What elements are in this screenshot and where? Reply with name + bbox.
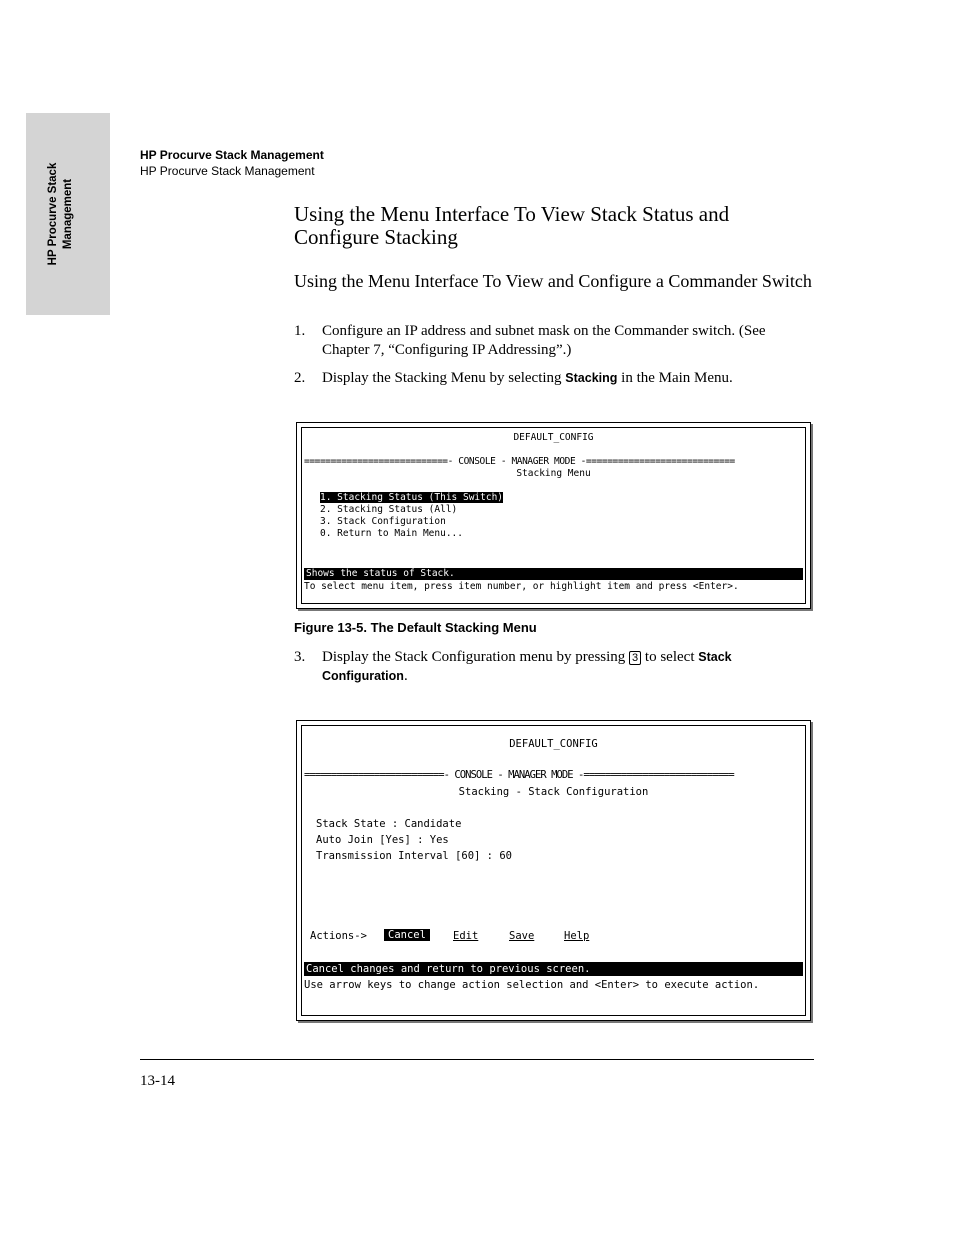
help-line: To select menu item, press item number, or highlight item and press <Enter>.	[304, 581, 739, 592]
action-help-button[interactable]: Help	[564, 930, 590, 942]
config-field-transmission-interval[interactable]: Transmission Interval [60] : 60	[316, 850, 512, 862]
action-cancel-button[interactable]: Cancel	[384, 929, 430, 941]
step-text: Configure an IP address and subnet mask on the Commander switch. (See Chapter 7, “Configuring IP Addressing”.)	[322, 323, 766, 358]
terminal-screen-stack-configuration	[296, 720, 811, 1021]
step-text: Display the Stacking Menu by selecting Stacking in the Main Menu.	[322, 370, 733, 386]
menu-keyword: Stacking	[565, 371, 618, 385]
terminal-content	[301, 427, 806, 604]
keyboard-key: 3	[629, 651, 641, 665]
step-number: 2.	[294, 370, 306, 386]
step-number: 1.	[294, 323, 306, 339]
menu-item[interactable]: 3. Stack Configuration	[320, 516, 446, 527]
page-number: 13-14	[140, 1073, 175, 1089]
section-title: Using the Menu Interface To View Stack Status and Configure Stacking	[294, 202, 730, 249]
status-bar: Shows the status of Stack.	[304, 568, 803, 580]
mode-line: ==========================- CONSOLE - MANAGER MODE -============================	[304, 769, 734, 781]
action-edit-button[interactable]: Edit	[453, 930, 479, 942]
screen-title: DEFAULT_CONFIG	[509, 738, 598, 750]
menu-title: Stacking - Stack Configuration	[458, 786, 649, 798]
side-tab-label: HP Procurve Stack Management	[47, 162, 74, 266]
step-text: Display the Stack Configuration menu by pressing 3 to select Stack Configuration.	[322, 649, 732, 684]
figure-caption: Figure 13-5. The Default Stacking Menu	[294, 620, 537, 635]
subsection-title: Using the Menu Interface To View and Configure a Commander Switch	[294, 271, 812, 291]
menu-title: Stacking Menu	[516, 468, 591, 479]
step-3	[294, 648, 814, 686]
config-field-auto-join[interactable]: Auto Join [Yes] : Yes	[316, 834, 449, 846]
menu-item[interactable]: 2. Stacking Status (All)	[320, 504, 458, 515]
screen-title: DEFAULT_CONFIG	[513, 432, 594, 443]
mode-line: ===========================- CONSOLE - MANAGER MODE -============================	[304, 456, 735, 467]
status-bar: Cancel changes and return to previous screen.	[304, 962, 803, 976]
config-field-stack-state[interactable]: Stack State : Candidate	[316, 818, 462, 830]
menu-item[interactable]: 0. Return to Main Menu...	[320, 528, 463, 539]
footer-rule	[140, 1059, 814, 1060]
terminal-content	[301, 725, 806, 1016]
menu-item[interactable]: 1. Stacking Status (This Switch)	[320, 492, 504, 503]
step-2	[294, 369, 814, 388]
action-save-button[interactable]: Save	[509, 930, 535, 942]
actions-label: Actions->	[310, 930, 367, 942]
step-1	[294, 322, 814, 360]
running-header-section: HP Procurve Stack Management	[140, 164, 315, 178]
running-header-chapter: HP Procurve Stack Management	[140, 148, 324, 162]
help-line: Use arrow keys to change action selection and <Enter> to execute action.	[304, 979, 760, 991]
terminal-screen-stacking-menu	[296, 422, 811, 609]
menu-keyword: Stack Configuration	[322, 650, 732, 683]
step-number: 3.	[294, 649, 306, 665]
